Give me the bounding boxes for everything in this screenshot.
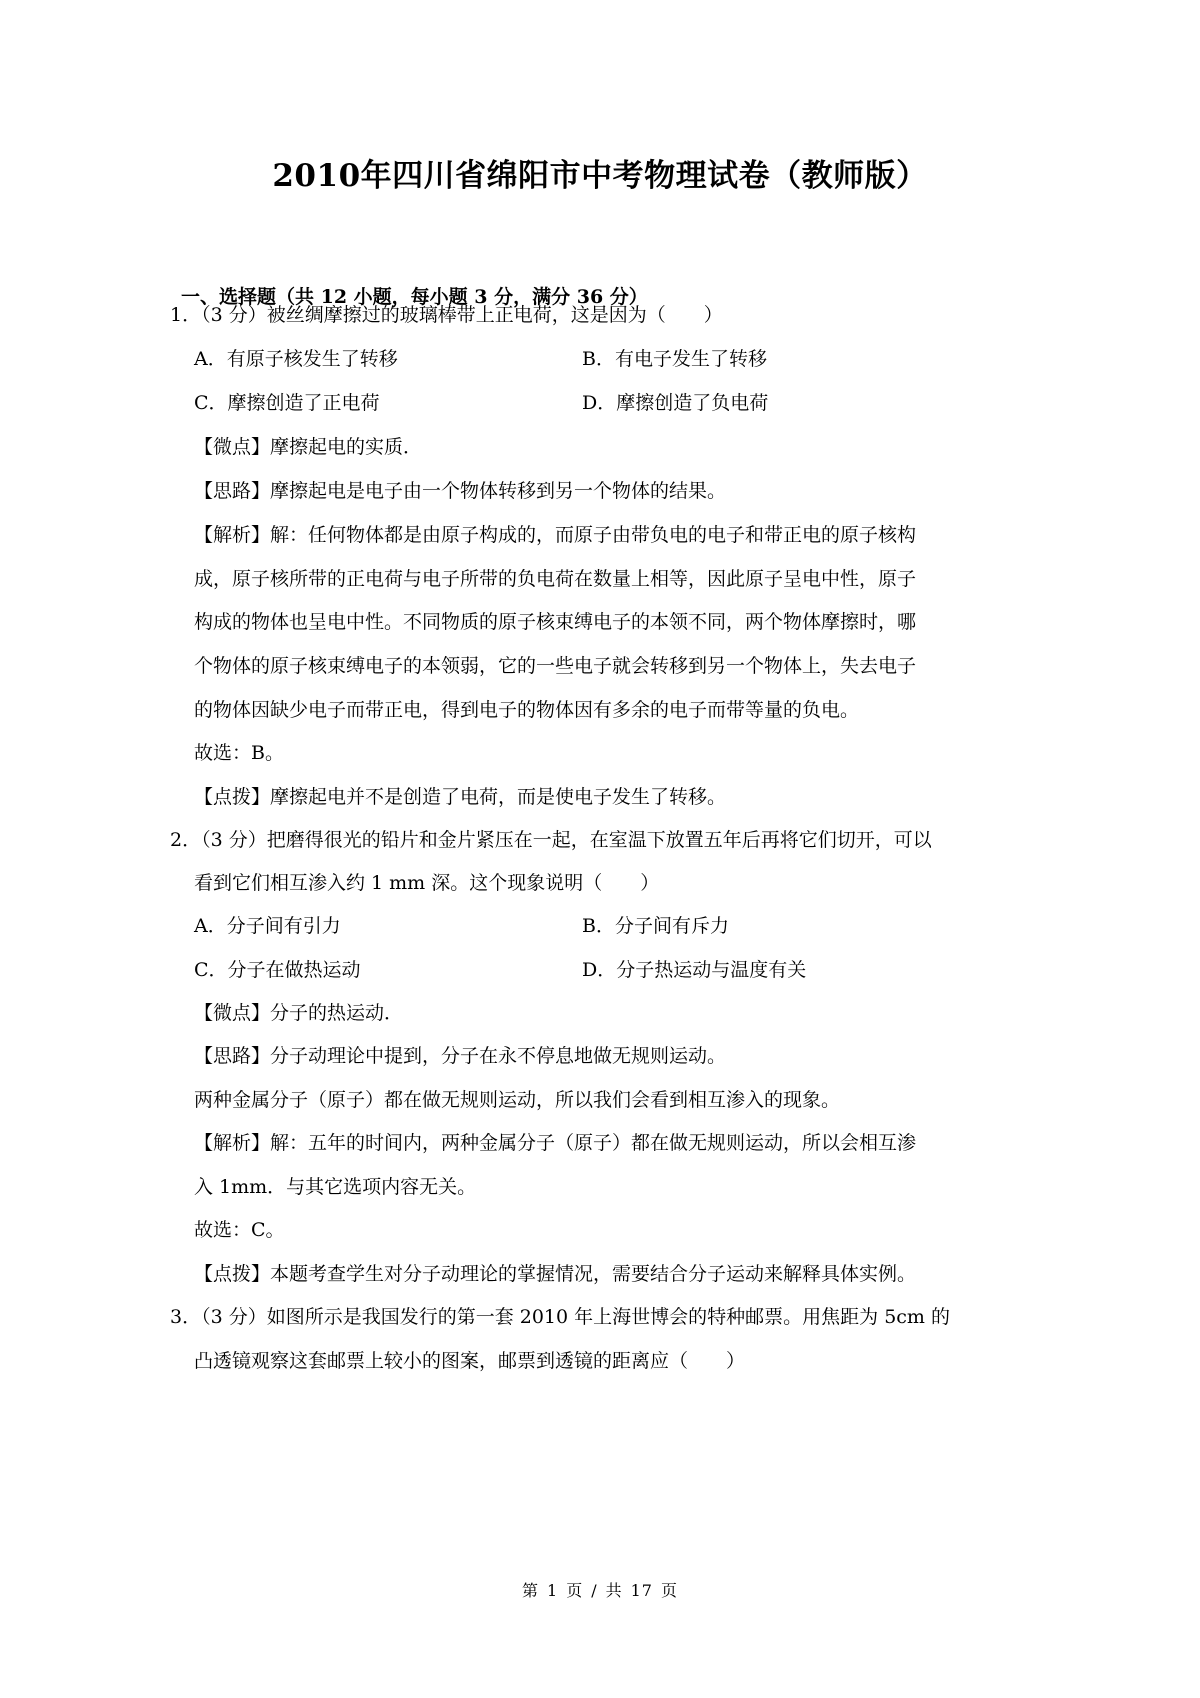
footer-total-prefix: 共 (605, 1581, 623, 1600)
question-1-analysis-line: 【解析】解：任何物体都是由原子构成的，而原子由带负电的电子和带正电的原子核构 (194, 524, 917, 546)
page-number: 1 (547, 1581, 559, 1600)
question-2-analysis-line: 入 1mm．与其它选项内容无关。 (194, 1176, 477, 1198)
question-2-stem-line: 2．（3 分）把磨得很光的铅片和金片紧压在一起，在室温下放置五年后再将它们切开，可以 (170, 829, 932, 851)
question-1-option-d: D．摩擦创造了负电荷 (582, 392, 769, 414)
question-1-analysis-line: 的物体因缺少电子而带正电，得到电子的物体因有多余的电子而带等量的负电。 (194, 699, 860, 721)
question-3-stem-line: 凸透镜观察这套邮票上较小的图案，邮票到透镜的距离应（ ） (194, 1350, 746, 1372)
section-header: 一、选择题（共 12 小题，每小题 3 分，满分 36 分） (181, 286, 648, 308)
question-1-thinking: 【思路】摩擦起电是电子由一个物体转移到另一个物体的结果。 (194, 480, 727, 502)
question-2-tip: 【点拨】本题考查学生对分子动理论的掌握情况，需要结合分子运动来解释具体实例。 (194, 1263, 917, 1285)
question-2-thinking-line: 【思路】分子动理论中提到，分子在永不停息地做无规则运动。 (194, 1045, 727, 1067)
question-2-option-b: B．分子间有斥力 (582, 915, 729, 937)
question-1-stem: 1．（3 分）被丝绸摩擦过的玻璃棒带上正电荷，这是因为（ ） (170, 304, 723, 326)
question-2-option-d: D．分子热运动与温度有关 (582, 959, 807, 981)
question-2-stem-line: 看到它们相互渗入约 1 mm 深。这个现象说明（ ） (194, 872, 660, 894)
question-1-option-c: C．摩擦创造了正电荷 (194, 392, 380, 414)
page-footer (0, 1578, 1200, 1601)
question-1-analysis-line: 个物体的原子核束缚电子的本领弱，它的一些电子就会转移到另一个物体上，失去电子 (194, 655, 917, 677)
question-3-stem-line: 3．（3 分）如图所示是我国发行的第一套 2010 年上海世博会的特种邮票。用焦距为 5cm 的 (170, 1306, 950, 1328)
question-1-point: 【微点】摩擦起电的实质． (194, 436, 423, 458)
footer-separator: / (591, 1581, 598, 1600)
page-title: 2010年四川省绵阳市中考物理试卷（教师版） (272, 158, 928, 194)
question-2-answer: 故选：C。 (194, 1219, 285, 1241)
question-1-analysis-line: 构成的物体也呈电中性。不同物质的原子核束缚电子的本领不同，两个物体摩擦时，哪 (194, 611, 917, 633)
total-pages: 17 (630, 1581, 653, 1600)
question-1-tip: 【点拨】摩擦起电并不是创造了电荷，而是使电子发生了转移。 (194, 786, 727, 808)
question-2-option-a: A．分子间有引力 (194, 915, 341, 937)
question-2-option-c: C．分子在做热运动 (194, 959, 361, 981)
question-1-analysis-line: 成，原子核所带的正电荷与电子所带的负电荷在数量上相等，因此原子呈电中性，原子 (194, 568, 917, 590)
question-1-option-a: A．有原子核发生了转移 (194, 348, 398, 370)
question-1-option-b: B．有电子发生了转移 (582, 348, 767, 370)
footer-page-unit: 页 (566, 1581, 584, 1600)
question-2-point: 【微点】分子的热运动． (194, 1002, 404, 1024)
question-2-analysis-line: 【解析】解：五年的时间内，两种金属分子（原子）都在做无规则运动，所以会相互渗 (194, 1132, 917, 1154)
question-2-thinking-line: 两种金属分子（原子）都在做无规则运动，所以我们会看到相互渗入的现象。 (194, 1089, 841, 1111)
footer-page-prefix: 第 (522, 1581, 540, 1600)
footer-total-unit: 页 (660, 1581, 678, 1600)
question-1-answer: 故选：B。 (194, 742, 284, 764)
